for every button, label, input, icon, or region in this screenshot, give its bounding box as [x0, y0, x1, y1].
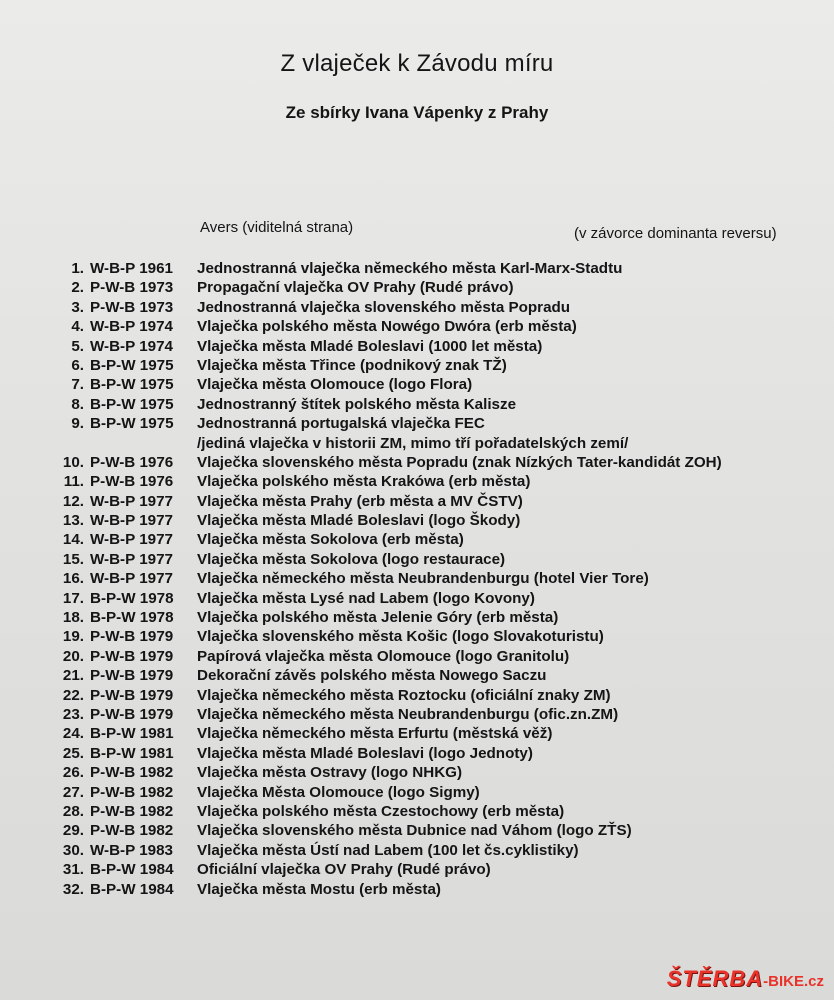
item-number: [54, 434, 84, 453]
item-number: 15.: [62, 550, 84, 568]
item-description: Vlaječka města Sokolova (logo restaurace): [197, 550, 506, 568]
item-color-code: B-P-W 1984: [90, 880, 174, 898]
item-number: 5.: [71, 337, 84, 355]
item-color-code: P-W-B 1979: [90, 628, 174, 646]
item-description: Vlaječka polského města Nowégo Dwóra (erb města): [197, 318, 577, 336]
item-color-code: W-B-P 1974: [90, 337, 173, 355]
item-color-code: P-W-B 1979: [90, 647, 174, 665]
item-description: Vlaječka německého města Erfurtu (městská věž): [197, 725, 553, 743]
page-title: Z vlaječek k Závodu míru: [280, 50, 554, 77]
item-description: Vlaječka polského města Jelenie Góry (erb města): [197, 609, 559, 627]
item-description: Vlaječka německého města Neubrandenburgu (hotel Vier Tore): [197, 570, 649, 588]
list-item: [54, 569, 829, 588]
item-number: 30.: [62, 841, 84, 859]
item-color-code: W-B-P 1977: [90, 492, 173, 510]
item-number: 18.: [62, 609, 84, 627]
list-item: [54, 453, 829, 472]
item-number: 3.: [71, 298, 84, 316]
list-item: [54, 608, 829, 627]
item-color-code: P-W-B 1973: [90, 279, 174, 297]
item-number: 22.: [62, 686, 84, 704]
item-number: 32.: [62, 880, 84, 898]
item-description: Papírová vlaječka města Olomouce (logo Granitolu): [197, 647, 570, 665]
list-item: [54, 744, 829, 763]
list-item: [54, 472, 829, 491]
item-color-code: W-B-P 1983: [90, 841, 173, 859]
item-color-code: [84, 434, 194, 453]
item-number: 8.: [71, 395, 84, 413]
page-subtitle: Ze sbírky Ivana Vápenky z Prahy: [285, 103, 549, 122]
item-description: Vlaječka města Ústí nad Labem (100 let čs.cyklistiky): [197, 841, 579, 859]
list-item: [54, 395, 829, 414]
list-item: [54, 298, 829, 317]
list-item: [54, 724, 829, 743]
item-number: 23.: [62, 705, 84, 723]
item-color-code: W-B-P 1974: [90, 318, 173, 336]
list-item-continuation: [54, 434, 829, 453]
item-color-code: W-B-P 1977: [90, 531, 173, 549]
list-item: [54, 821, 829, 840]
list-item: [54, 337, 829, 356]
item-number: 16.: [62, 570, 84, 588]
item-description: Vlaječka města Mostu (erb města): [197, 880, 441, 898]
item-number: 24.: [62, 725, 84, 743]
item-description: Jednostranná vlaječka německého města Karl-Marx-Stadtu: [197, 260, 623, 277]
item-color-code: W-B-P 1977: [90, 512, 173, 530]
item-number: 31.: [62, 861, 84, 879]
item-number: 28.: [62, 802, 84, 820]
item-color-code: P-W-B 1982: [90, 783, 174, 801]
entries-list: [54, 259, 829, 899]
item-description: Vlaječka města Olomouce (logo Flora): [197, 376, 473, 394]
item-description: Vlaječka slovenského města Popradu (znak Nízkých Tater-kandidát ZOH): [197, 453, 722, 471]
item-number: 12.: [62, 492, 84, 510]
item-description: Vlaječka města Mladé Boleslavi (logo Škody): [197, 512, 521, 530]
item-description: Vlaječka slovenského města Košic (logo Slovakoturistu): [197, 628, 604, 646]
list-item: [54, 705, 829, 724]
item-description: Vlaječka města Lysé nad Labem (logo Kovony): [197, 589, 535, 607]
item-number: 10.: [62, 453, 84, 471]
item-color-code: P-W-B 1976: [90, 453, 174, 471]
list-item: [54, 511, 829, 530]
item-number: 26.: [62, 764, 84, 782]
item-number: 20.: [62, 647, 84, 665]
item-color-code: B-P-W 1975: [90, 415, 174, 433]
item-number: 19.: [62, 628, 84, 646]
watermark-sub: -BIKE.cz: [763, 973, 824, 990]
item-description: Vlaječka polského města Czestochowy (erb města): [197, 802, 565, 820]
item-description: /jediná vlaječka v historii ZM, mimo tří pořadatelských zemí/: [197, 434, 629, 452]
item-description: Jednostranná vlaječka slovenského města Popradu: [197, 298, 571, 316]
item-color-code: P-W-B 1982: [90, 802, 174, 820]
item-description: Vlaječka města Mladé Boleslavi (1000 let města): [197, 337, 543, 355]
item-color-code: B-P-W 1978: [90, 609, 174, 627]
item-number: 27.: [62, 783, 84, 801]
item-number: 4.: [71, 318, 84, 336]
column-heading-revers: (v závorce dominanta reversu): [574, 225, 777, 242]
list-item: [54, 589, 829, 608]
item-number: 2.: [71, 279, 84, 297]
item-number: 1.: [71, 260, 84, 277]
item-number: 6.: [71, 356, 84, 374]
list-item: [54, 317, 829, 336]
item-description: Oficiální vlaječka OV Prahy (Rudé právo): [197, 861, 491, 879]
item-color-code: P-W-B 1982: [90, 764, 174, 782]
item-description: Propagační vlaječka OV Prahy (Rudé právo): [197, 279, 514, 297]
item-number: 25.: [62, 744, 84, 762]
item-color-code: B-P-W 1984: [90, 861, 174, 879]
list-item: [54, 860, 829, 879]
item-color-code: P-W-B 1973: [90, 298, 174, 316]
list-item: [54, 356, 829, 375]
item-description: Vlaječka polského města Krakówa (erb města): [197, 473, 531, 491]
list-item: [54, 492, 829, 511]
list-item: [54, 686, 829, 705]
item-color-code: W-B-P 1977: [90, 570, 173, 588]
item-description: Vlaječka města Třince (podnikový znak TŽ): [197, 356, 507, 374]
item-description: Vlaječka německého města Roztocku (oficiální znaky ZM): [197, 686, 611, 704]
item-color-code: B-P-W 1975: [90, 395, 174, 413]
item-description: Vlaječka města Ostravy (logo NHKG): [197, 764, 463, 782]
item-color-code: P-W-B 1979: [90, 705, 174, 723]
item-description: Vlaječka města Mladé Boleslavi (logo Jednoty): [197, 744, 533, 762]
item-description: Dekorační závěs polského města Nowego Saczu: [197, 667, 547, 685]
list-item: [54, 627, 829, 646]
list-item: [54, 278, 829, 297]
item-color-code: P-W-B 1979: [90, 667, 174, 685]
list-item: [54, 841, 829, 860]
item-color-code: P-W-B 1979: [90, 686, 174, 704]
list-item: [54, 414, 829, 433]
item-color-code: P-W-B 1982: [90, 822, 174, 840]
item-number: 7.: [71, 376, 84, 394]
item-color-code: B-P-W 1975: [90, 376, 174, 394]
list-item: [54, 647, 829, 666]
list-item: [54, 259, 829, 278]
item-color-code: W-B-P 1961: [90, 260, 173, 277]
list-item: [54, 783, 829, 802]
watermark-logo: [667, 966, 824, 992]
item-description: Vlaječka Města Olomouce (logo Sigmy): [197, 783, 480, 801]
item-number: 9.: [71, 415, 84, 433]
item-number: 13.: [62, 512, 84, 530]
item-description: Vlaječka města Prahy (erb města a MV ČSTV): [197, 492, 523, 510]
item-color-code: B-P-W 1975: [90, 356, 174, 374]
watermark-main: ŠTĚRBA: [666, 966, 764, 991]
item-number: 14.: [62, 531, 84, 549]
list-item: [54, 666, 829, 685]
item-color-code: P-W-B 1976: [90, 473, 174, 491]
list-item: [54, 530, 829, 549]
item-number: 11.: [63, 473, 84, 491]
item-color-code: B-P-W 1981: [90, 744, 174, 762]
item-description: Jednostranná portugalská vlaječka FEC: [197, 415, 485, 433]
column-heading-avers: Avers (viditelná strana): [200, 219, 354, 236]
list-item: [54, 550, 829, 569]
list-item: [54, 763, 829, 782]
item-color-code: B-P-W 1978: [90, 589, 174, 607]
item-description: Jednostranný štítek polského města Kalisze: [197, 395, 517, 413]
item-description: Vlaječka slovenského města Dubnice nad Váhom (logo ZŤS): [197, 822, 632, 840]
item-number: 17.: [62, 589, 84, 607]
list-item: [54, 375, 829, 394]
item-description: Vlaječka města Sokolova (erb města): [197, 531, 464, 549]
list-item: [54, 802, 829, 821]
item-color-code: B-P-W 1981: [90, 725, 174, 743]
item-description: Vlaječka německého města Neubrandenburgu (ofic.zn.ZM): [197, 705, 619, 723]
item-number: 29.: [62, 822, 84, 840]
list-item: [54, 880, 829, 899]
item-color-code: W-B-P 1977: [90, 550, 173, 568]
item-number: 21.: [62, 667, 84, 685]
